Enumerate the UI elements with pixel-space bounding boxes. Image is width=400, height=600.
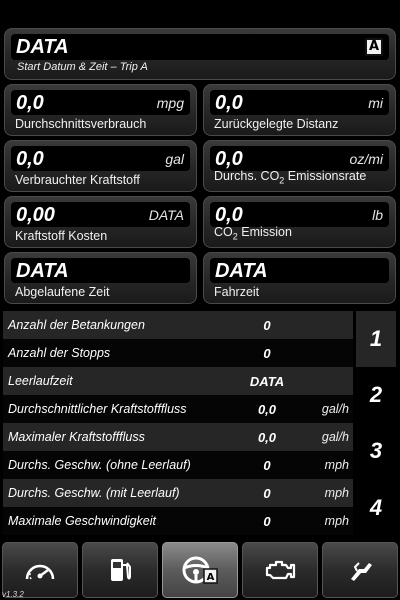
co2-emission-label: $CO_2$ Emission	[214, 224, 292, 241]
engine-icon	[263, 557, 297, 583]
stat-row-idle-time: Leerlaufzeit DATA	[3, 367, 353, 395]
trip-start-label: Start Datum & Zeit – Trip A	[17, 61, 148, 73]
stat-row-refuels: Anzahl der Betankungen 0	[3, 311, 353, 339]
distance-value: 0,0	[215, 92, 243, 114]
distance-label: Zurückgelegte Distanz	[214, 117, 339, 131]
fuel-used-unit: gal	[165, 151, 184, 167]
co2-rate-card	[203, 140, 396, 192]
fuel-nozzle-icon	[345, 555, 375, 585]
elapsed-time-label: Abgelaufene Zeit	[15, 285, 110, 299]
trip-stats-table	[3, 311, 353, 536]
fuel-cost-value: 0,00	[16, 204, 55, 226]
tab-trip[interactable]	[162, 542, 238, 598]
co2-rate-label: Durchs. $CO_2$ Emissionsrate	[214, 168, 367, 185]
tab-fuel-nozzle[interactable]	[322, 542, 398, 598]
tab-engine[interactable]	[242, 542, 318, 598]
stat-row-avg-speed-no-idle: Durchs. Geschw. (ohne Leerlauf) 0 mph	[3, 451, 353, 479]
elapsed-time-value: DATA	[16, 260, 69, 282]
co2-emission-card	[203, 196, 396, 248]
fuel-pump-icon	[105, 555, 135, 585]
drive-time-label: Fahrzeit	[214, 285, 260, 299]
fuel-used-label: Verbrauchter Kraftstoff	[15, 173, 140, 187]
drive-time-card	[203, 252, 396, 304]
trip-start-value: DATA	[16, 36, 69, 58]
drive-time-value: DATA	[215, 260, 268, 282]
fuel-cost-label: Kraftstoff Kosten	[15, 229, 108, 243]
avg-consumption-unit: mpg	[156, 95, 184, 111]
stat-row-max-speed: Maximale Geschwindigkeit 0 mph	[3, 507, 353, 535]
page-tab-1[interactable]: 1	[356, 311, 396, 367]
avg-consumption-label: Durchschnittsverbrauch	[15, 117, 147, 131]
co2-rate-value: 0,0	[215, 148, 243, 170]
distance-unit: mi	[368, 95, 383, 111]
trip-start-card	[4, 28, 396, 80]
page-tab-4[interactable]: 4	[369, 495, 383, 520]
fuel-cost-card	[4, 196, 197, 248]
fuel-cost-unit: DATA	[148, 207, 184, 223]
avg-consumption-value: 0,0	[16, 92, 44, 114]
trip-start-value-box	[11, 34, 389, 60]
fuel-used-value: 0,0	[16, 148, 44, 170]
co2-rate-unit: oz/mi	[349, 151, 383, 167]
bottom-tab-bar	[0, 540, 400, 600]
fuel-used-card	[4, 140, 197, 192]
page-tab-3[interactable]: 3	[369, 438, 383, 463]
stat-row-stops: Anzahl der Stopps 0	[3, 339, 353, 367]
speedometer-icon	[23, 555, 57, 585]
co2-emission-value: 0,0	[215, 204, 243, 226]
elapsed-time-card	[4, 252, 197, 304]
version-label: v1.3.2	[2, 590, 24, 599]
co2-emission-unit: lb	[372, 207, 383, 223]
svg-text:A: A	[206, 572, 215, 583]
page-tab-2[interactable]: 2	[369, 382, 383, 407]
avg-consumption-card	[4, 84, 197, 136]
stat-row-avg-speed-with-idle: Durchs. Geschw. (mit Leerlauf) 0 mph	[3, 479, 353, 507]
trip-a-icon[interactable]: A	[365, 38, 383, 56]
page-selector	[356, 311, 396, 536]
distance-card	[203, 84, 396, 136]
tab-fuel-station[interactable]	[82, 542, 158, 598]
stat-row-avg-fuel-flow: Durchschnittlicher Kraftstofffluss 0,0 gal/h	[3, 395, 353, 423]
stat-row-max-fuel-flow: Maximaler Kraftstofffluss 0,0 gal/h	[3, 423, 353, 451]
steering-wheel-trip-icon	[180, 554, 220, 586]
